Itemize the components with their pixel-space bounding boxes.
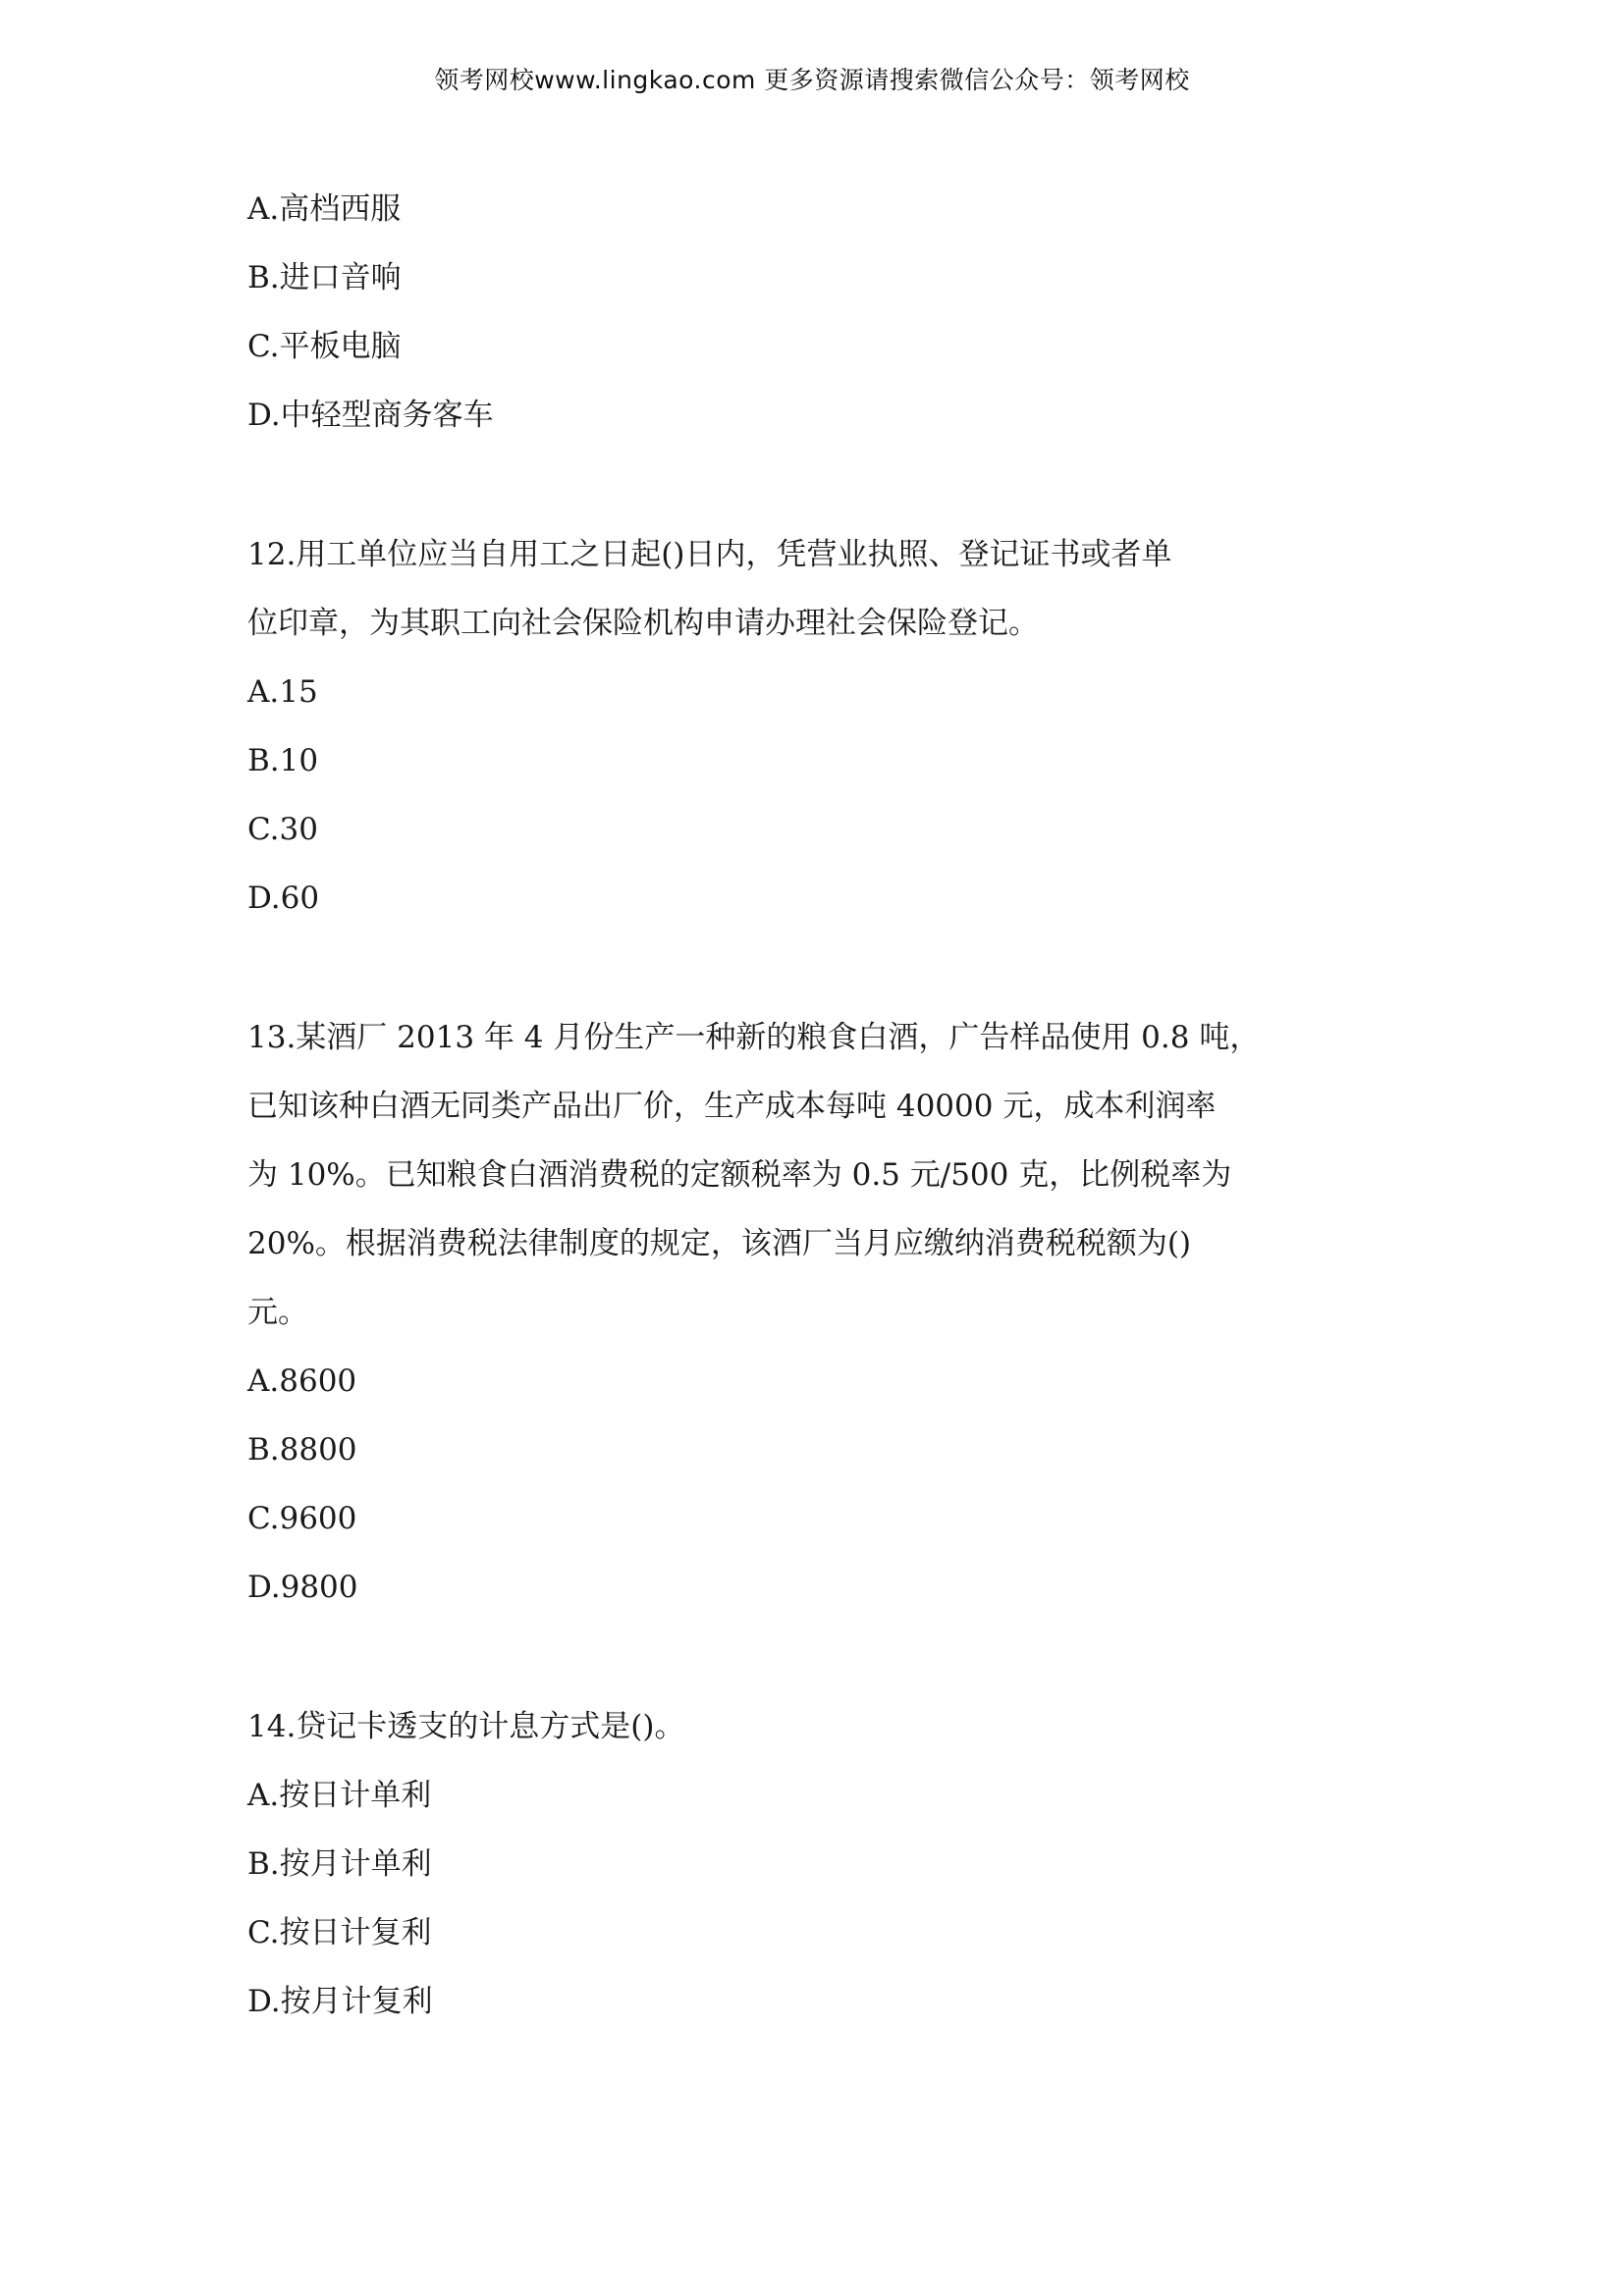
spacer — [247, 466, 1377, 537]
question-stem-line: 已知该种白酒无同类产品出厂价，生产成本每吨 40000 元，成本利润率 — [247, 1089, 1217, 1124]
option-c: C.30 — [247, 812, 318, 847]
question-stem-line: 13.某酒厂 2013 年 4 月份生产一种新的粮食白酒，广告样品使用 0.8 吨， — [247, 1020, 1261, 1055]
option-b: B.10 — [247, 743, 319, 778]
option-d: D.60 — [247, 881, 320, 916]
option-b: B.按月计单利 — [247, 1846, 432, 1882]
option-a: A.按日计单利 — [247, 1778, 432, 1813]
question-block-14 — [247, 1709, 1377, 2019]
question-block-11 — [247, 191, 1377, 433]
question-stem-line: 位印章，为其职工向社会保险机构申请办理社会保险登记。 — [247, 606, 1039, 641]
option-b: B.进口音响 — [247, 260, 402, 295]
question-stem-line: 12.用工单位应当自用工之日起()日内，凭营业执照、登记证书或者单 — [247, 537, 1172, 572]
question-block-12 — [247, 537, 1377, 916]
document-body — [247, 191, 1377, 2053]
option-a: A.高档西服 — [247, 191, 402, 227]
option-d: D.中轻型商务客车 — [247, 398, 494, 433]
question-stem-line: 为 10%。已知粮食白酒消费税的定额税率为 0.5 元/500 克，比例税率为 — [247, 1157, 1232, 1193]
option-a: A.8600 — [247, 1363, 357, 1399]
option-c: C.9600 — [247, 1501, 357, 1536]
option-d: D.按月计复利 — [247, 1984, 433, 2019]
spacer — [247, 949, 1377, 1020]
question-stem-line: 20%。根据消费税法律制度的规定，该酒厂当月应缴纳消费税税额为() — [247, 1226, 1192, 1261]
option-c: C.平板电脑 — [247, 329, 402, 364]
question-block-13 — [247, 1020, 1377, 1605]
spacer — [247, 1638, 1377, 1709]
option-c: C.按日计复利 — [247, 1915, 432, 1950]
option-d: D.9800 — [247, 1570, 358, 1605]
question-stem-line: 元。 — [247, 1295, 308, 1330]
option-a: A.15 — [247, 674, 318, 710]
question-stem-line: 14.贷记卡透支的计息方式是()。 — [247, 1709, 685, 1744]
page-header: 领考网校www.lingkao.com 更多资源请搜索微信公众号：领考网校 — [434, 66, 1190, 94]
option-b: B.8800 — [247, 1432, 357, 1468]
